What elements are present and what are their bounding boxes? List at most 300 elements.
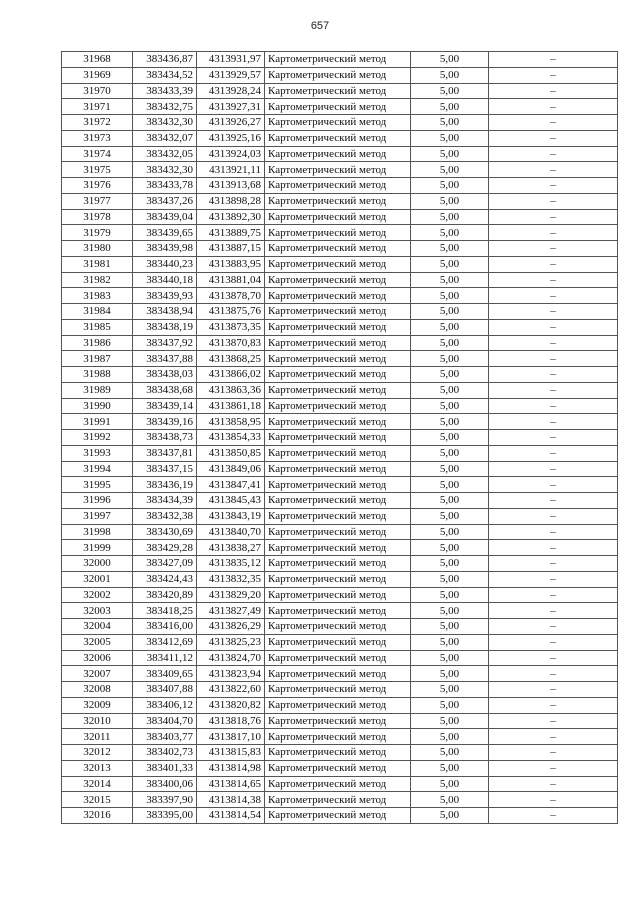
note-cell: – (489, 367, 618, 383)
method-cell: Картометрический метод (265, 571, 411, 587)
note-cell: – (489, 335, 618, 351)
y-coordinate-cell: 4313822,60 (197, 682, 265, 698)
x-coordinate-cell: 383437,81 (133, 445, 197, 461)
table-row (62, 52, 618, 68)
method-cell: Картометрический метод (265, 524, 411, 540)
point-number-cell: 31981 (62, 256, 133, 272)
note-cell: – (489, 745, 618, 761)
note-cell: – (489, 603, 618, 619)
x-coordinate-cell: 383437,92 (133, 335, 197, 351)
accuracy-cell: 5,00 (411, 697, 489, 713)
accuracy-cell: 5,00 (411, 540, 489, 556)
accuracy-cell: 5,00 (411, 414, 489, 430)
accuracy-cell: 5,00 (411, 193, 489, 209)
note-cell: – (489, 508, 618, 524)
note-cell: – (489, 351, 618, 367)
x-coordinate-cell: 383411,12 (133, 650, 197, 666)
y-coordinate-cell: 4313823,94 (197, 666, 265, 682)
method-cell: Картометрический метод (265, 67, 411, 83)
table-body (62, 52, 618, 824)
point-number-cell: 31968 (62, 52, 133, 68)
note-cell: – (489, 209, 618, 225)
y-coordinate-cell: 4313873,35 (197, 319, 265, 335)
note-cell: – (489, 729, 618, 745)
method-cell: Картометрический метод (265, 587, 411, 603)
table-row (62, 697, 618, 713)
note-cell: – (489, 193, 618, 209)
table-row (62, 162, 618, 178)
y-coordinate-cell: 4313814,65 (197, 776, 265, 792)
method-cell: Картометрический метод (265, 398, 411, 414)
note-cell: – (489, 619, 618, 635)
point-number-cell: 31979 (62, 225, 133, 241)
note-cell: – (489, 540, 618, 556)
x-coordinate-cell: 383440,18 (133, 272, 197, 288)
y-coordinate-cell: 4313858,95 (197, 414, 265, 430)
x-coordinate-cell: 383439,93 (133, 288, 197, 304)
x-coordinate-cell: 383432,75 (133, 99, 197, 115)
note-cell: – (489, 682, 618, 698)
method-cell: Картометрический метод (265, 178, 411, 194)
point-number-cell: 32008 (62, 682, 133, 698)
point-number-cell: 31985 (62, 319, 133, 335)
point-number-cell: 31972 (62, 115, 133, 131)
method-cell: Картометрический метод (265, 682, 411, 698)
point-number-cell: 31977 (62, 193, 133, 209)
table-row (62, 587, 618, 603)
accuracy-cell: 5,00 (411, 225, 489, 241)
x-coordinate-cell: 383439,65 (133, 225, 197, 241)
method-cell: Картометрический метод (265, 130, 411, 146)
x-coordinate-cell: 383439,98 (133, 241, 197, 257)
y-coordinate-cell: 4313863,36 (197, 382, 265, 398)
method-cell: Картометрический метод (265, 697, 411, 713)
point-number-cell: 32004 (62, 619, 133, 635)
point-number-cell: 32001 (62, 571, 133, 587)
table-row (62, 808, 618, 824)
accuracy-cell: 5,00 (411, 760, 489, 776)
table-row (62, 792, 618, 808)
accuracy-cell: 5,00 (411, 524, 489, 540)
point-number-cell: 31975 (62, 162, 133, 178)
accuracy-cell: 5,00 (411, 130, 489, 146)
y-coordinate-cell: 4313825,23 (197, 634, 265, 650)
note-cell: – (489, 445, 618, 461)
table-row (62, 445, 618, 461)
table-row (62, 99, 618, 115)
table-row (62, 430, 618, 446)
y-coordinate-cell: 4313898,28 (197, 193, 265, 209)
x-coordinate-cell: 383438,19 (133, 319, 197, 335)
x-coordinate-cell: 383437,15 (133, 461, 197, 477)
x-coordinate-cell: 383434,39 (133, 493, 197, 509)
method-cell: Картометрический метод (265, 241, 411, 257)
method-cell: Картометрический метод (265, 808, 411, 824)
accuracy-cell: 5,00 (411, 146, 489, 162)
point-number-cell: 32009 (62, 697, 133, 713)
y-coordinate-cell: 4313824,70 (197, 650, 265, 666)
y-coordinate-cell: 4313870,83 (197, 335, 265, 351)
y-coordinate-cell: 4313861,18 (197, 398, 265, 414)
accuracy-cell: 5,00 (411, 445, 489, 461)
table-row (62, 619, 618, 635)
method-cell: Картометрический метод (265, 209, 411, 225)
accuracy-cell: 5,00 (411, 634, 489, 650)
accuracy-cell: 5,00 (411, 162, 489, 178)
point-number-cell: 31989 (62, 382, 133, 398)
note-cell: – (489, 319, 618, 335)
point-number-cell: 31980 (62, 241, 133, 257)
accuracy-cell: 5,00 (411, 666, 489, 682)
point-number-cell: 32002 (62, 587, 133, 603)
point-number-cell: 31993 (62, 445, 133, 461)
method-cell: Картометрический метод (265, 430, 411, 446)
method-cell: Картометрический метод (265, 792, 411, 808)
y-coordinate-cell: 4313835,12 (197, 556, 265, 572)
accuracy-cell: 5,00 (411, 367, 489, 383)
table-row (62, 319, 618, 335)
accuracy-cell: 5,00 (411, 650, 489, 666)
note-cell: – (489, 99, 618, 115)
x-coordinate-cell: 383427,09 (133, 556, 197, 572)
y-coordinate-cell: 4313925,16 (197, 130, 265, 146)
accuracy-cell: 5,00 (411, 808, 489, 824)
accuracy-cell: 5,00 (411, 745, 489, 761)
y-coordinate-cell: 4313826,29 (197, 619, 265, 635)
point-number-cell: 32010 (62, 713, 133, 729)
accuracy-cell: 5,00 (411, 571, 489, 587)
method-cell: Картометрический метод (265, 193, 411, 209)
point-number-cell: 31988 (62, 367, 133, 383)
method-cell: Картометрический метод (265, 162, 411, 178)
method-cell: Картометрический метод (265, 256, 411, 272)
method-cell: Картометрический метод (265, 115, 411, 131)
y-coordinate-cell: 4313854,33 (197, 430, 265, 446)
y-coordinate-cell: 4313931,97 (197, 52, 265, 68)
note-cell: – (489, 666, 618, 682)
table-row (62, 256, 618, 272)
accuracy-cell: 5,00 (411, 713, 489, 729)
y-coordinate-cell: 4313840,70 (197, 524, 265, 540)
point-number-cell: 31996 (62, 493, 133, 509)
x-coordinate-cell: 383433,39 (133, 83, 197, 99)
note-cell: – (489, 776, 618, 792)
method-cell: Картометрический метод (265, 335, 411, 351)
note-cell: – (489, 146, 618, 162)
method-cell: Картометрический метод (265, 760, 411, 776)
y-coordinate-cell: 4313838,27 (197, 540, 265, 556)
note-cell: – (489, 650, 618, 666)
accuracy-cell: 5,00 (411, 382, 489, 398)
table-row (62, 115, 618, 131)
y-coordinate-cell: 4313829,20 (197, 587, 265, 603)
table-row (62, 209, 618, 225)
point-number-cell: 32005 (62, 634, 133, 650)
method-cell: Картометрический метод (265, 367, 411, 383)
point-number-cell: 31970 (62, 83, 133, 99)
y-coordinate-cell: 4313818,76 (197, 713, 265, 729)
note-cell: – (489, 792, 618, 808)
note-cell: – (489, 162, 618, 178)
accuracy-cell: 5,00 (411, 477, 489, 493)
y-coordinate-cell: 4313889,75 (197, 225, 265, 241)
x-coordinate-cell: 383401,33 (133, 760, 197, 776)
note-cell: – (489, 130, 618, 146)
coordinates-table (61, 51, 618, 824)
note-cell: – (489, 256, 618, 272)
accuracy-cell: 5,00 (411, 682, 489, 698)
x-coordinate-cell: 383439,14 (133, 398, 197, 414)
point-number-cell: 32003 (62, 603, 133, 619)
x-coordinate-cell: 383406,12 (133, 697, 197, 713)
note-cell: – (489, 556, 618, 572)
point-number-cell: 31986 (62, 335, 133, 351)
table-row (62, 634, 618, 650)
method-cell: Картометрический метод (265, 540, 411, 556)
point-number-cell: 31969 (62, 67, 133, 83)
point-number-cell: 31987 (62, 351, 133, 367)
note-cell: – (489, 52, 618, 68)
y-coordinate-cell: 4313892,30 (197, 209, 265, 225)
x-coordinate-cell: 383412,69 (133, 634, 197, 650)
point-number-cell: 32007 (62, 666, 133, 682)
x-coordinate-cell: 383402,73 (133, 745, 197, 761)
point-number-cell: 32006 (62, 650, 133, 666)
note-cell: – (489, 67, 618, 83)
point-number-cell: 32013 (62, 760, 133, 776)
table-row (62, 508, 618, 524)
y-coordinate-cell: 4313881,04 (197, 272, 265, 288)
method-cell: Картометрический метод (265, 99, 411, 115)
y-coordinate-cell: 4313832,35 (197, 571, 265, 587)
method-cell: Картометрический метод (265, 493, 411, 509)
table-row (62, 666, 618, 682)
point-number-cell: 31974 (62, 146, 133, 162)
y-coordinate-cell: 4313883,95 (197, 256, 265, 272)
table-row (62, 67, 618, 83)
method-cell: Картометрический метод (265, 508, 411, 524)
y-coordinate-cell: 4313924,03 (197, 146, 265, 162)
point-number-cell: 32016 (62, 808, 133, 824)
x-coordinate-cell: 383434,52 (133, 67, 197, 83)
method-cell: Картометрический метод (265, 83, 411, 99)
x-coordinate-cell: 383432,38 (133, 508, 197, 524)
table-row (62, 335, 618, 351)
accuracy-cell: 5,00 (411, 83, 489, 99)
table-row (62, 130, 618, 146)
table-row (62, 193, 618, 209)
point-number-cell: 32011 (62, 729, 133, 745)
note-cell: – (489, 697, 618, 713)
x-coordinate-cell: 383438,94 (133, 304, 197, 320)
method-cell: Картометрический метод (265, 288, 411, 304)
point-number-cell: 31982 (62, 272, 133, 288)
y-coordinate-cell: 4313929,57 (197, 67, 265, 83)
note-cell: – (489, 115, 618, 131)
x-coordinate-cell: 383395,00 (133, 808, 197, 824)
method-cell: Картометрический метод (265, 634, 411, 650)
accuracy-cell: 5,00 (411, 67, 489, 83)
method-cell: Картометрический метод (265, 713, 411, 729)
y-coordinate-cell: 4313875,76 (197, 304, 265, 320)
method-cell: Картометрический метод (265, 351, 411, 367)
x-coordinate-cell: 383432,30 (133, 162, 197, 178)
y-coordinate-cell: 4313815,83 (197, 745, 265, 761)
table-row (62, 178, 618, 194)
note-cell: – (489, 83, 618, 99)
accuracy-cell: 5,00 (411, 335, 489, 351)
x-coordinate-cell: 383438,73 (133, 430, 197, 446)
point-number-cell: 31983 (62, 288, 133, 304)
note-cell: – (489, 398, 618, 414)
point-number-cell: 31992 (62, 430, 133, 446)
point-number-cell: 31998 (62, 524, 133, 540)
x-coordinate-cell: 383432,05 (133, 146, 197, 162)
table-row (62, 241, 618, 257)
y-coordinate-cell: 4313845,43 (197, 493, 265, 509)
y-coordinate-cell: 4313921,11 (197, 162, 265, 178)
accuracy-cell: 5,00 (411, 603, 489, 619)
method-cell: Картометрический метод (265, 477, 411, 493)
y-coordinate-cell: 4313814,98 (197, 760, 265, 776)
x-coordinate-cell: 383440,23 (133, 256, 197, 272)
x-coordinate-cell: 383437,26 (133, 193, 197, 209)
method-cell: Картометрический метод (265, 146, 411, 162)
x-coordinate-cell: 383433,78 (133, 178, 197, 194)
accuracy-cell: 5,00 (411, 461, 489, 477)
point-number-cell: 31978 (62, 209, 133, 225)
note-cell: – (489, 634, 618, 650)
accuracy-cell: 5,00 (411, 52, 489, 68)
table-row (62, 713, 618, 729)
note-cell: – (489, 713, 618, 729)
point-number-cell: 31995 (62, 477, 133, 493)
table-row (62, 682, 618, 698)
table-row (62, 477, 618, 493)
y-coordinate-cell: 4313850,85 (197, 445, 265, 461)
method-cell: Картометрический метод (265, 556, 411, 572)
accuracy-cell: 5,00 (411, 241, 489, 257)
accuracy-cell: 5,00 (411, 508, 489, 524)
note-cell: – (489, 477, 618, 493)
accuracy-cell: 5,00 (411, 619, 489, 635)
note-cell: – (489, 288, 618, 304)
accuracy-cell: 5,00 (411, 304, 489, 320)
table-row (62, 351, 618, 367)
table-row (62, 493, 618, 509)
y-coordinate-cell: 4313868,25 (197, 351, 265, 367)
y-coordinate-cell: 4313843,19 (197, 508, 265, 524)
point-number-cell: 32012 (62, 745, 133, 761)
point-number-cell: 31973 (62, 130, 133, 146)
accuracy-cell: 5,00 (411, 115, 489, 131)
accuracy-cell: 5,00 (411, 587, 489, 603)
accuracy-cell: 5,00 (411, 288, 489, 304)
table-row (62, 603, 618, 619)
table-row (62, 367, 618, 383)
accuracy-cell: 5,00 (411, 351, 489, 367)
accuracy-cell: 5,00 (411, 729, 489, 745)
method-cell: Картометрический метод (265, 382, 411, 398)
accuracy-cell: 5,00 (411, 430, 489, 446)
x-coordinate-cell: 383407,88 (133, 682, 197, 698)
point-number-cell: 31976 (62, 178, 133, 194)
accuracy-cell: 5,00 (411, 792, 489, 808)
table-row (62, 776, 618, 792)
note-cell: – (489, 430, 618, 446)
method-cell: Картометрический метод (265, 745, 411, 761)
table-row (62, 146, 618, 162)
table-row (62, 524, 618, 540)
y-coordinate-cell: 4313847,41 (197, 477, 265, 493)
method-cell: Картометрический метод (265, 729, 411, 745)
point-number-cell: 31999 (62, 540, 133, 556)
y-coordinate-cell: 4313913,68 (197, 178, 265, 194)
method-cell: Картометрический метод (265, 776, 411, 792)
table-row (62, 745, 618, 761)
x-coordinate-cell: 383429,28 (133, 540, 197, 556)
method-cell: Картометрический метод (265, 619, 411, 635)
y-coordinate-cell: 4313849,06 (197, 461, 265, 477)
note-cell: – (489, 241, 618, 257)
accuracy-cell: 5,00 (411, 398, 489, 414)
x-coordinate-cell: 383432,07 (133, 130, 197, 146)
note-cell: – (489, 178, 618, 194)
note-cell: – (489, 461, 618, 477)
method-cell: Картометрический метод (265, 52, 411, 68)
y-coordinate-cell: 4313887,15 (197, 241, 265, 257)
x-coordinate-cell: 383409,65 (133, 666, 197, 682)
accuracy-cell: 5,00 (411, 556, 489, 572)
note-cell: – (489, 225, 618, 241)
method-cell: Картометрический метод (265, 445, 411, 461)
x-coordinate-cell: 383430,69 (133, 524, 197, 540)
point-number-cell: 31984 (62, 304, 133, 320)
accuracy-cell: 5,00 (411, 319, 489, 335)
table-row (62, 729, 618, 745)
method-cell: Картометрический метод (265, 461, 411, 477)
method-cell: Картометрический метод (265, 304, 411, 320)
accuracy-cell: 5,00 (411, 178, 489, 194)
y-coordinate-cell: 4313927,31 (197, 99, 265, 115)
note-cell: – (489, 304, 618, 320)
x-coordinate-cell: 383432,30 (133, 115, 197, 131)
x-coordinate-cell: 383437,88 (133, 351, 197, 367)
y-coordinate-cell: 4313878,70 (197, 288, 265, 304)
note-cell: – (489, 493, 618, 509)
table-row (62, 540, 618, 556)
x-coordinate-cell: 383416,00 (133, 619, 197, 635)
x-coordinate-cell: 383438,03 (133, 367, 197, 383)
x-coordinate-cell: 383439,16 (133, 414, 197, 430)
point-number-cell: 31990 (62, 398, 133, 414)
table-row (62, 225, 618, 241)
accuracy-cell: 5,00 (411, 776, 489, 792)
point-number-cell: 32014 (62, 776, 133, 792)
x-coordinate-cell: 383403,77 (133, 729, 197, 745)
point-number-cell: 32015 (62, 792, 133, 808)
x-coordinate-cell: 383436,19 (133, 477, 197, 493)
table-row (62, 398, 618, 414)
note-cell: – (489, 808, 618, 824)
note-cell: – (489, 587, 618, 603)
method-cell: Картометрический метод (265, 319, 411, 335)
x-coordinate-cell: 383438,68 (133, 382, 197, 398)
x-coordinate-cell: 383436,87 (133, 52, 197, 68)
accuracy-cell: 5,00 (411, 493, 489, 509)
method-cell: Картометрический метод (265, 603, 411, 619)
point-number-cell: 32000 (62, 556, 133, 572)
